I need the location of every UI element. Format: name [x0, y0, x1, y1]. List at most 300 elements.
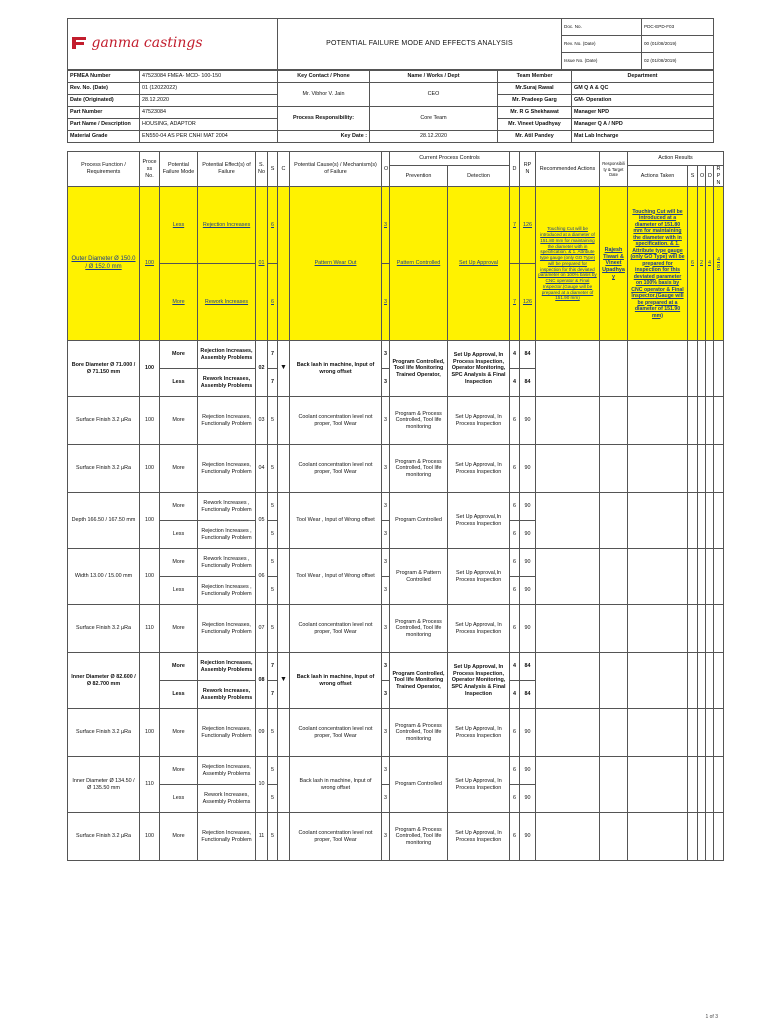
empty-cell [628, 445, 688, 493]
empty-cell [628, 605, 688, 653]
table-row [68, 493, 724, 521]
classification [278, 605, 290, 653]
department-5: Mat Lab Incharge [572, 131, 714, 143]
empty-cell [536, 709, 600, 757]
col-failure-mode: Potential Failure Mode [160, 152, 198, 187]
rpn-value: 90 [520, 709, 536, 757]
failure-effect: Rejection Increases, Functionally Problem [198, 397, 256, 445]
serial-no: 07 [256, 605, 268, 653]
date-originated-label: Date (Originated) [68, 95, 140, 107]
prevention-control: Program & Pattern Controlled [390, 549, 448, 605]
page-number: 1 of 3 [705, 1014, 718, 1020]
process-no [140, 653, 160, 709]
occurrence: 3 [382, 493, 390, 521]
failure-effect: Rejection Increases, Assembly Problems [198, 341, 256, 369]
classification [278, 757, 290, 813]
yellow-actions-taken: Touching Cut will be introduced at a diameter of 151.80 mm for maintaining the diameter with in specification. & 1. Attribute type gauge (only GO Type) will be prepared for inspection for this deviated parameter on 100% basis by CNC operator & Final Inspector.(Gauge will be prepared at a diameter of 151.90 mm) [628, 187, 688, 341]
failure-mode: More [160, 397, 198, 445]
classification: ▼ [278, 653, 290, 709]
department-1: GM Q A & QC [572, 83, 714, 95]
rev-value: 01 (12022022) [140, 83, 278, 95]
empty-cell [706, 605, 714, 653]
failure-effect: Rejection Increases, Functionally Problem [198, 813, 256, 861]
col-o: O [382, 152, 390, 187]
detection-control: Set Up Approval, In Process Inspection [448, 709, 510, 757]
failure-effect: Rejection Increases, Functionally Problem [198, 709, 256, 757]
failure-effect: Rejection Increases, Functionally Problem [198, 445, 256, 493]
serial-no: 03 [256, 397, 268, 445]
yellow-detection: Set Up Approval [448, 187, 510, 341]
empty-cell [628, 757, 688, 813]
empty-cell [688, 493, 698, 549]
rev-no-label: Rev. No. (Date) [562, 36, 642, 53]
key-date: 28.12.2020 [370, 131, 498, 143]
empty-cell [628, 709, 688, 757]
detection-rating: 6 [510, 549, 520, 577]
material-label: Material Grade [68, 131, 140, 143]
doc-no-label: Doc. No. [562, 19, 642, 36]
detection-rating: 4 [510, 369, 520, 397]
severity: 5 [268, 445, 278, 493]
table-row [68, 605, 724, 653]
yellow-d-1: 7 [510, 187, 520, 264]
department-4: Manager Q A / NPD [572, 119, 714, 131]
part-number-label: Part Number [68, 107, 140, 119]
col-detection: Detection [448, 166, 510, 187]
yellow-d-2: 7 [510, 264, 520, 341]
team-member-2: Mr. Pradeep Garg [498, 95, 572, 107]
failure-effect: Rework Increases , Functionally Problem [198, 493, 256, 521]
failure-mode: More [160, 549, 198, 577]
rpn-value: 90 [520, 493, 536, 521]
detection-rating: 6 [510, 785, 520, 813]
rpn-value: 84 [520, 341, 536, 369]
process-responsibility: Core Team [370, 107, 498, 131]
classification [278, 493, 290, 549]
severity: 5 [268, 397, 278, 445]
rpn-value: 90 [520, 397, 536, 445]
rev-no-value: 00 (01/08/2019) [642, 36, 714, 53]
pfmea-number: 47523084 FMEA- MCD- 100-150 [140, 71, 278, 83]
col-responsibility: Responsibility & Target Date [600, 152, 628, 187]
prevention-control: Program & Process Controlled, Tool life monitoring [390, 397, 448, 445]
empty-cell [600, 653, 628, 709]
col-rpn: RPN [520, 152, 536, 187]
severity: 5 [268, 493, 278, 521]
occurrence: 3 [382, 445, 390, 493]
occurrence: 3 [382, 813, 390, 861]
rpn-value: 90 [520, 757, 536, 785]
failure-mode: More [160, 341, 198, 369]
empty-cell [628, 653, 688, 709]
rpn-value: 90 [520, 521, 536, 549]
failure-effect: Rework Increases, Assembly Problems [198, 369, 256, 397]
empty-cell [698, 445, 706, 493]
empty-cell [706, 341, 714, 397]
empty-cell [688, 757, 698, 813]
detection-rating: 6 [510, 521, 520, 549]
failure-cause: Back lash in machine, Input of wrong offset [290, 653, 382, 709]
col-effects: Potential Effect(s) of Failure [198, 152, 256, 187]
occurrence: 3 [382, 681, 390, 709]
occurrence: 3 [382, 577, 390, 605]
empty-cell [536, 813, 600, 861]
part-name-label: Part Name / Description [68, 119, 140, 131]
process-no: 100 [140, 341, 160, 397]
failure-mode: More [160, 653, 198, 681]
detection-rating: 4 [510, 341, 520, 369]
empty-cell [698, 397, 706, 445]
detection-rating: 4 [510, 681, 520, 709]
detection-rating: 6 [510, 605, 520, 653]
empty-cell [688, 397, 698, 445]
prevention-control: Program & Process Controlled, Tool life monitoring [390, 605, 448, 653]
severity: 7 [268, 369, 278, 397]
empty-cell [600, 757, 628, 813]
empty-cell [698, 549, 706, 605]
process-function: Surface Finish 3.2 µRa [68, 709, 140, 757]
failure-effect: Rejection Increases, Assembly Problems [198, 653, 256, 681]
occurrence: 3 [382, 397, 390, 445]
detection-rating: 6 [510, 709, 520, 757]
material: EN550-04 AS PER CNHI MAT 2004 [140, 131, 278, 143]
serial-no: 05 [256, 493, 268, 549]
yellow-mode-1: Less [160, 187, 198, 264]
empty-cell [698, 813, 706, 861]
severity: 5 [268, 521, 278, 549]
empty-cell [600, 605, 628, 653]
name-value: CEO [370, 83, 498, 107]
table-row [68, 813, 724, 861]
severity: 5 [268, 813, 278, 861]
occurrence: 3 [382, 521, 390, 549]
yellow-c [278, 187, 290, 341]
process-no: 110 [140, 757, 160, 813]
col-actions-taken: Actions Taken [628, 166, 688, 187]
detection-control: Set Up Approval, In Process Inspection [448, 397, 510, 445]
empty-cell [600, 549, 628, 605]
process-no: 100 [140, 549, 160, 605]
department-2: GM- Operation [572, 95, 714, 107]
yellow-rpn-2: 126 [520, 264, 536, 341]
failure-cause: Coolant concentration level not proper, Tool Wear [290, 605, 382, 653]
col-s: S [268, 152, 278, 187]
empty-cell [600, 813, 628, 861]
yellow-o-2: 3 [382, 264, 390, 341]
col-process: Process Function / Requirements [68, 152, 140, 187]
process-function: Inner Diameter Ø 134.50 / Ø 135.50 mm [68, 757, 140, 813]
occurrence: 3 [382, 709, 390, 757]
issue-no-value: 02 (01/08/2019) [642, 53, 714, 70]
col-c: C [278, 152, 290, 187]
table-row [68, 653, 724, 681]
table-row [68, 549, 724, 577]
failure-effect: Rejection Increases , Functionally Problem [198, 577, 256, 605]
empty-cell [536, 397, 600, 445]
empty-cell [714, 757, 724, 813]
prevention-control: Program Controlled, Tool life Monitoring Trained Operator, [390, 653, 448, 709]
yellow-result-o: 2 [698, 187, 706, 341]
failure-mode: Less [160, 681, 198, 709]
yellow-s-2: 6 [268, 264, 278, 341]
failure-mode: Less [160, 577, 198, 605]
failure-effect: Rejection Increases , Functionally Problem [198, 521, 256, 549]
yellow-result-s: 6 [688, 187, 698, 341]
failure-mode: Less [160, 785, 198, 813]
pfmea-sheet [67, 18, 721, 1020]
failure-mode: More [160, 445, 198, 493]
empty-cell [714, 397, 724, 445]
detection-control: Set Up Approval, In Process Inspection [448, 605, 510, 653]
process-function: Bore Diameter Ø 71.000 / Ø 71.150 mm [68, 341, 140, 397]
failure-cause: Back lash in machine, Input of wrong offset [290, 757, 382, 813]
severity: 5 [268, 785, 278, 813]
table-row [68, 397, 724, 445]
empty-cell [714, 493, 724, 549]
col-recommended: Recommended Actions [536, 152, 600, 187]
yellow-result-rpn: 48 [714, 187, 724, 341]
failure-mode: More [160, 493, 198, 521]
col-prevention: Prevention [390, 166, 448, 187]
detection-rating: 6 [510, 445, 520, 493]
empty-cell [714, 341, 724, 397]
company-name: ganma castings [91, 35, 203, 52]
rpn-value: 90 [520, 605, 536, 653]
doc-no-value: PDC-EPD-F03 [642, 19, 714, 36]
empty-cell [714, 653, 724, 709]
yellow-s-no: 01 [256, 187, 268, 341]
table-row [68, 709, 724, 757]
failure-cause: Coolant concentration level not proper, Tool Wear [290, 813, 382, 861]
key-contact: Mr. Vibhor V. Jain [278, 83, 370, 107]
team-member-1: Mr.Suraj Rawal [498, 83, 572, 95]
failure-cause: Tool Wear , Input of Wrong offset [290, 549, 382, 605]
prevention-control: Program & Process Controlled, Tool life monitoring [390, 813, 448, 861]
process-function: Surface Finish 3.2 µRa [68, 445, 140, 493]
key-date-label: Key Date : [278, 131, 370, 143]
rpn-value: 84 [520, 653, 536, 681]
process-no: 110 [140, 605, 160, 653]
failure-effect: Rework Increases , Functionally Problem [198, 549, 256, 577]
empty-cell [698, 493, 706, 549]
table-row [68, 445, 724, 493]
col-result-rpn: RPN [714, 166, 724, 187]
empty-cell [706, 709, 714, 757]
yellow-cause: Pattern Wear Out [290, 187, 382, 341]
table-row [68, 757, 724, 785]
serial-no: 10 [256, 757, 268, 813]
yellow-effect-1: Rejection Increases [198, 187, 256, 264]
failure-cause: Coolant concentration level not proper, Tool Wear [290, 445, 382, 493]
failure-mode: Less [160, 369, 198, 397]
empty-cell [706, 397, 714, 445]
yellow-o-1: 3 [382, 187, 390, 264]
process-function: Depth 166.50 / 167.50 mm [68, 493, 140, 549]
empty-cell [706, 445, 714, 493]
company-logo [68, 19, 278, 70]
yellow-mode-2: More [160, 264, 198, 341]
team-member-label: Team Member [498, 71, 572, 83]
serial-no: 08 [256, 653, 268, 709]
detection-control: Set Up Approval, In Process Inspection [448, 445, 510, 493]
yellow-responsibility: Rajesh Tiwari & Vineet Upadhyay [600, 187, 628, 341]
empty-cell [706, 757, 714, 813]
empty-cell [600, 341, 628, 397]
detection-control: Set Up Approval, In Process Inspection, Operator Monitoring, SPC Analysis & Final Inspection [448, 341, 510, 397]
empty-cell [714, 709, 724, 757]
serial-no: 11 [256, 813, 268, 861]
team-member-5: Mr. Atil Pandey [498, 131, 572, 143]
empty-cell [536, 549, 600, 605]
empty-cell [600, 493, 628, 549]
document-title: POTENTIAL FAILURE MODE AND EFFECTS ANALYSIS [278, 19, 562, 70]
yellow-process-no: 100 [140, 187, 160, 341]
detection-rating: 6 [510, 493, 520, 521]
process-function: Inner Diameter Ø 82.600 / Ø 82.700 mm [68, 653, 140, 709]
ganma-logo-icon [70, 35, 88, 54]
process-no: 100 [140, 445, 160, 493]
failure-effect: Rejection Increases, Functionally Problem [198, 605, 256, 653]
yellow-s-1: 6 [268, 187, 278, 264]
empty-cell [706, 653, 714, 709]
failure-mode: More [160, 813, 198, 861]
col-result-s: S [688, 166, 698, 187]
empty-cell [628, 397, 688, 445]
detection-rating: 6 [510, 757, 520, 785]
severity: 7 [268, 653, 278, 681]
empty-cell [628, 813, 688, 861]
prevention-control: Program & Process Controlled, Tool life monitoring [390, 445, 448, 493]
classification: ▼ [278, 341, 290, 397]
empty-cell [688, 549, 698, 605]
empty-cell [536, 493, 600, 549]
process-no: 100 [140, 709, 160, 757]
col-d: D [510, 152, 520, 187]
empty-cell [706, 549, 714, 605]
empty-cell [536, 757, 600, 813]
empty-cell [536, 605, 600, 653]
detection-control: Set Up Approval, In Process Inspection [448, 813, 510, 861]
empty-cell [698, 605, 706, 653]
issue-no-label: Issue No. (Date) [562, 53, 642, 70]
severity: 5 [268, 757, 278, 785]
department-label: Department [572, 71, 714, 83]
rpn-value: 90 [520, 785, 536, 813]
severity: 5 [268, 709, 278, 757]
team-member-3: Mr. R G Shekhawat [498, 107, 572, 119]
yellow-rpn-1: 126 [520, 187, 536, 264]
occurrence: 3 [382, 341, 390, 369]
empty-cell [536, 341, 600, 397]
empty-cell [688, 709, 698, 757]
detection-control: Set Up Approval, In Process Inspection [448, 757, 510, 813]
empty-cell [688, 605, 698, 653]
name-works-label: Name / Works / Dept [370, 71, 498, 83]
rpn-value: 90 [520, 445, 536, 493]
header-info [67, 70, 714, 143]
part-name: HOUSING, ADAPTOR [140, 119, 278, 131]
yellow-recommended: Touching Cut will be introduced at a diameter of 151.80 mm for maintaining the diameter with in specification. & 1. Attribute type gauge (only GO Type) will be prepared for inspection for this deviated parameter on 100% basis by CNC operator & Final Inspector.(Gauge will be prepared at a diameter of 151.90 mm) [536, 187, 600, 341]
col-process-no: Process No. [140, 152, 160, 187]
serial-no: 02 [256, 341, 268, 397]
failure-effect: Rejection Increases, Assembly Problems [198, 757, 256, 785]
classification [278, 445, 290, 493]
rpn-value: 84 [520, 681, 536, 709]
failure-cause: Coolant concentration level not proper, Tool Wear [290, 397, 382, 445]
prevention-control: Program & Process Controlled, Tool life monitoring [390, 709, 448, 757]
detection-rating: 6 [510, 813, 520, 861]
process-responsibility-label: Process Responsibility: [278, 107, 370, 131]
occurrence: 3 [382, 757, 390, 785]
empty-cell [628, 341, 688, 397]
detection-control: Set Up Approval, In Process Inspection, Operator Monitoring, SPC Analysis & Final Inspection [448, 653, 510, 709]
failure-mode: More [160, 757, 198, 785]
failure-cause: Tool Wear , Input of Wrong offset [290, 493, 382, 549]
serial-no: 06 [256, 549, 268, 605]
process-function: Surface Finish 3.2 µRa [68, 813, 140, 861]
yellow-result-d: 4 [706, 187, 714, 341]
team-member-4: Mr. Vineet Upadhyay [498, 119, 572, 131]
col-causes: Potential Cause(s) / Mechanism(s) of Failure [290, 152, 382, 187]
part-number: 47523084 [140, 107, 278, 119]
empty-cell [698, 653, 706, 709]
process-function: Surface Finish 3.2 µRa [68, 605, 140, 653]
key-contact-label: Key Contact / Phone [278, 71, 370, 83]
empty-cell [688, 445, 698, 493]
empty-cell [714, 813, 724, 861]
process-no: 100 [140, 813, 160, 861]
occurrence: 3 [382, 785, 390, 813]
severity: 5 [268, 549, 278, 577]
date-originated: 28.12.2020 [140, 95, 278, 107]
failure-effect: Rework Increases, Assembly Problems [198, 785, 256, 813]
severity: 7 [268, 681, 278, 709]
process-function: Width 13.00 / 15.00 mm [68, 549, 140, 605]
failure-cause: Coolant concentration level not proper, Tool Wear [290, 709, 382, 757]
classification [278, 549, 290, 605]
failure-effect: Rework Increases, Assembly Problems [198, 681, 256, 709]
empty-cell [628, 549, 688, 605]
empty-cell [698, 757, 706, 813]
severity: 7 [268, 341, 278, 369]
empty-cell [698, 709, 706, 757]
col-action-results: Action Results [628, 152, 724, 166]
serial-no: 09 [256, 709, 268, 757]
empty-cell [600, 709, 628, 757]
occurrence: 3 [382, 605, 390, 653]
empty-cell [536, 445, 600, 493]
yellow-effect-2: Rework Increases [198, 264, 256, 341]
failure-cause: Back lash in machine, Input of wrong offset [290, 341, 382, 397]
empty-cell [714, 549, 724, 605]
department-3: Manager NPD [572, 107, 714, 119]
col-result-o: O [698, 166, 706, 187]
failure-mode: More [160, 605, 198, 653]
rev-label: Rev. No. (Date) [68, 83, 140, 95]
detection-control: Set Up Approval,In Process Inspection [448, 549, 510, 605]
detection-rating: 6 [510, 577, 520, 605]
detection-control: Set Up Approval,In Process Inspection [448, 493, 510, 549]
empty-cell [536, 653, 600, 709]
pfmea-table [67, 151, 724, 861]
table-row [68, 341, 724, 369]
detection-rating: 6 [510, 397, 520, 445]
process-no: 100 [140, 397, 160, 445]
rpn-value: 90 [520, 813, 536, 861]
process-no: 100 [140, 493, 160, 549]
title-block [67, 18, 714, 70]
serial-no: 04 [256, 445, 268, 493]
